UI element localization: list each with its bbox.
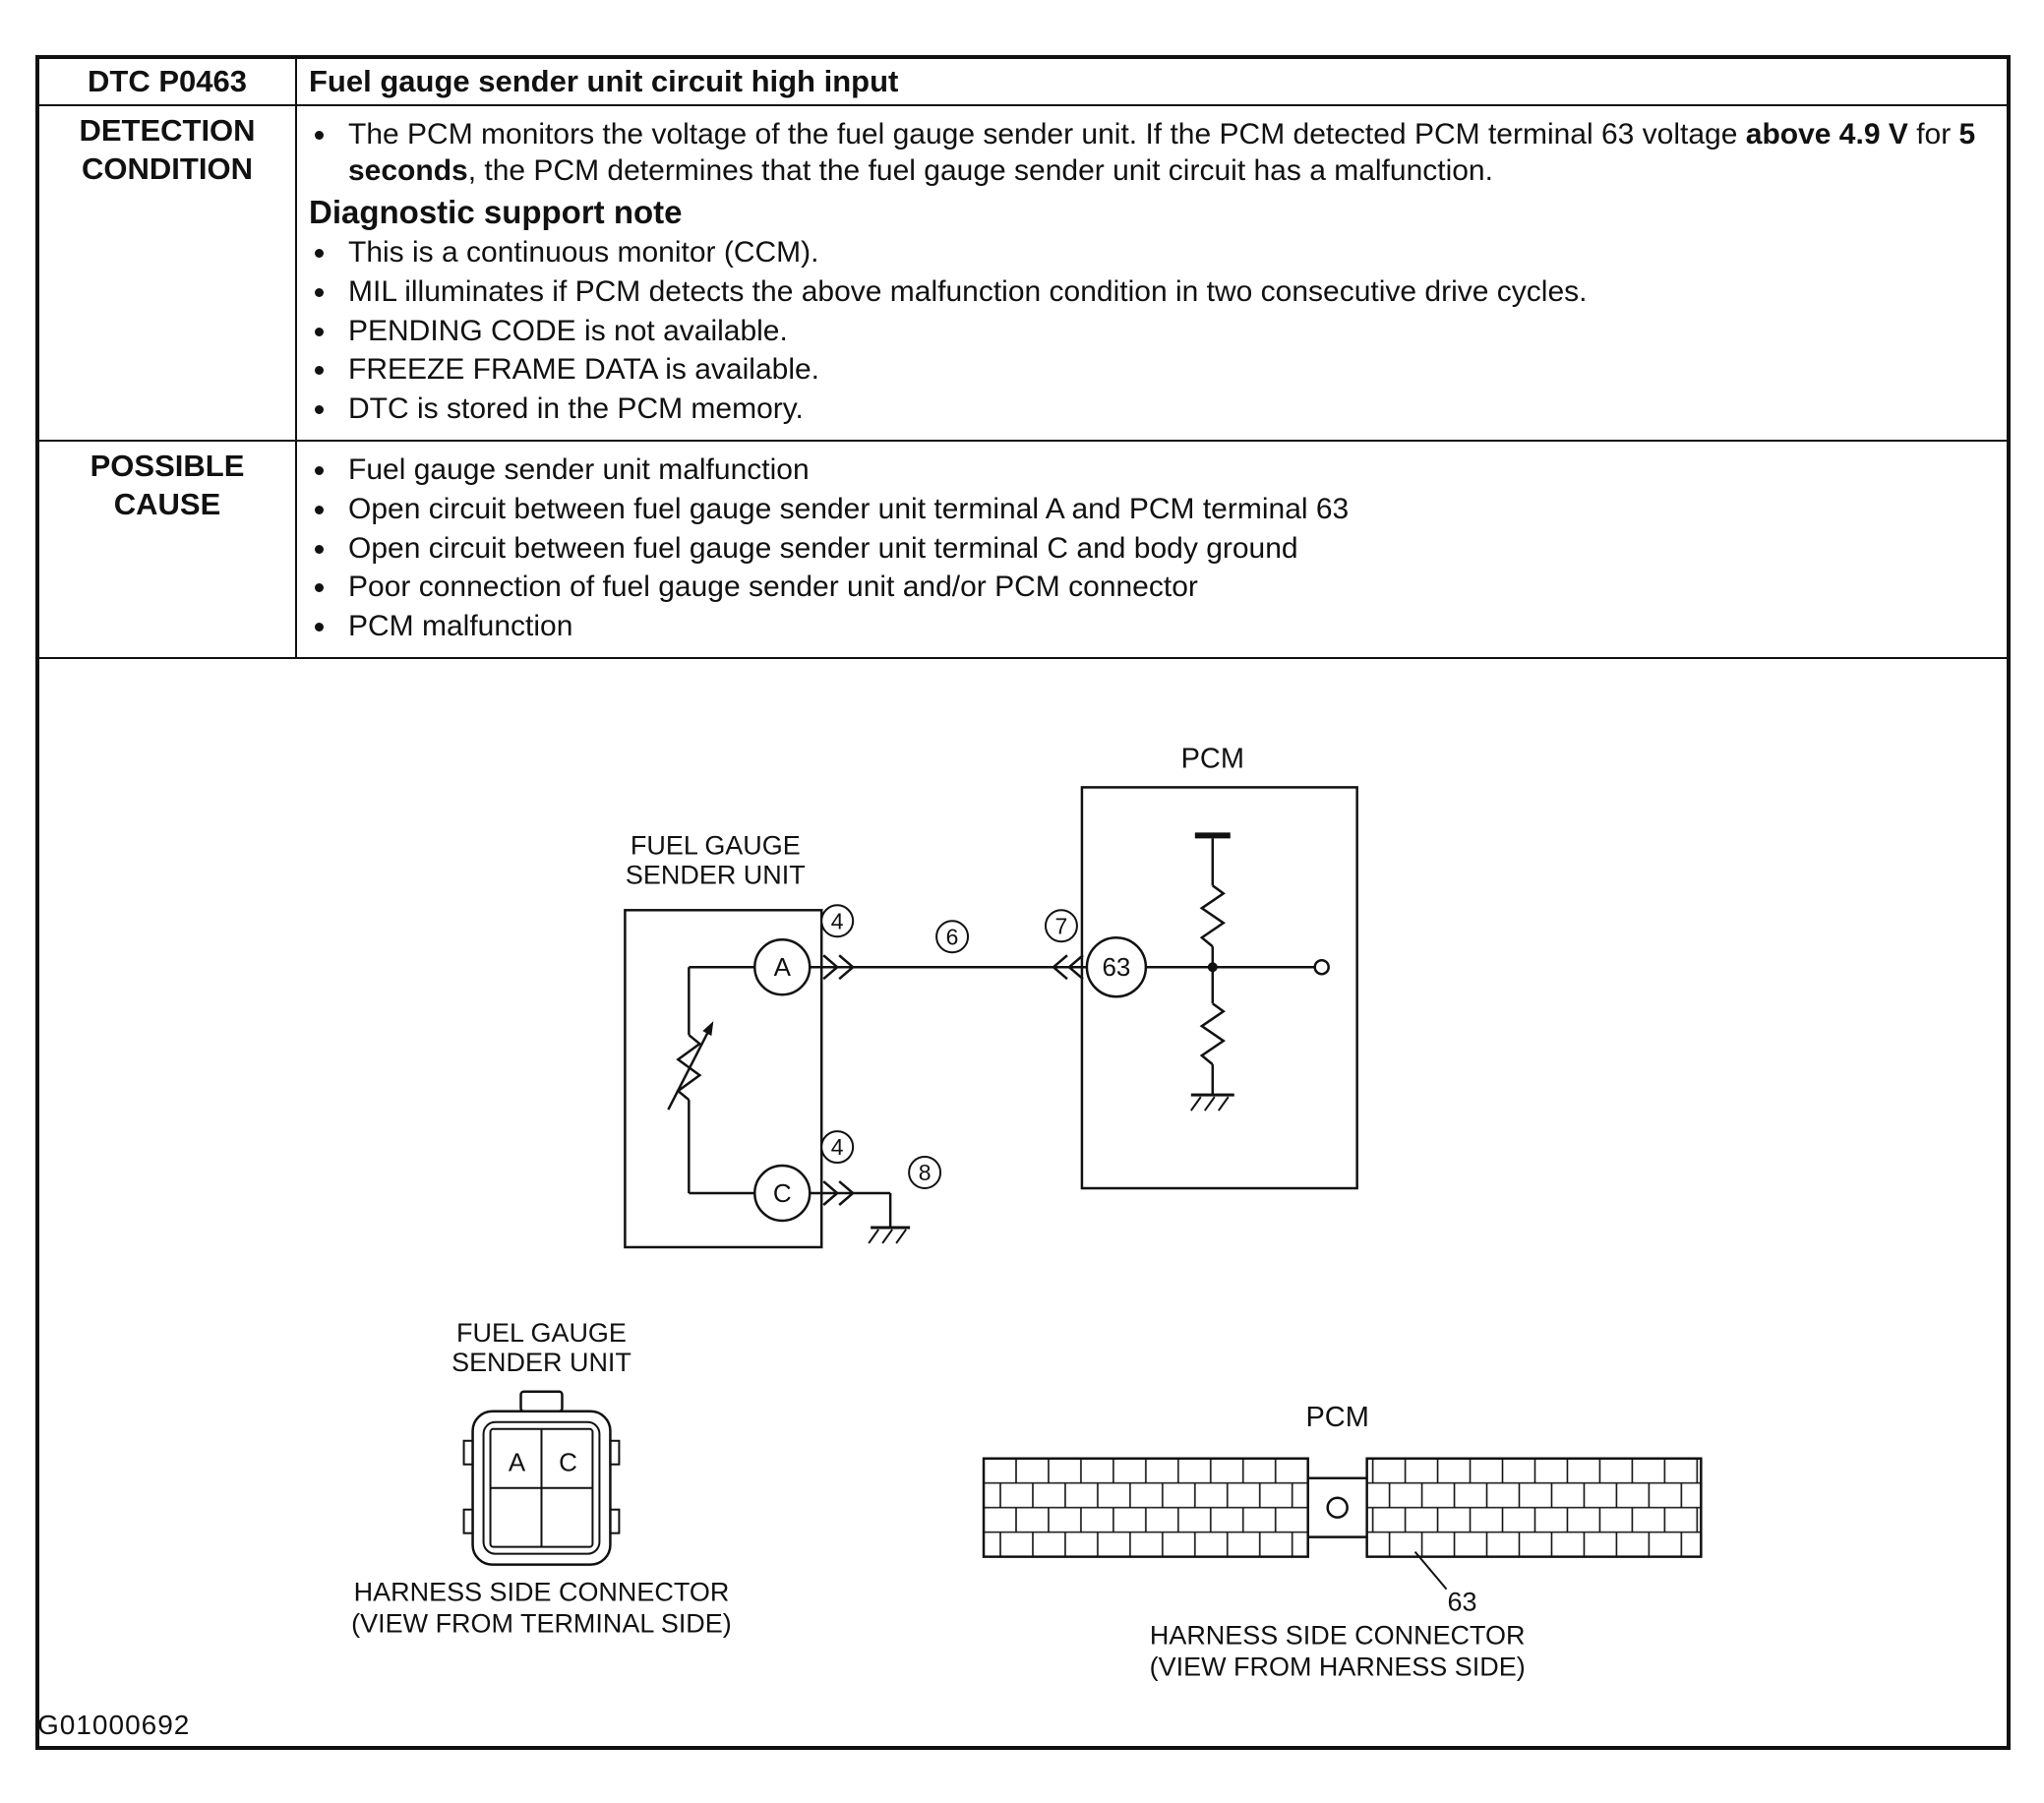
pcm-view-caption-line2: (VIEW FROM HARNESS SIDE) (1149, 1652, 1526, 1682)
text-segment: , the PCM determines that the fuel gauge sender unit circuit has a malfunction. (467, 153, 1493, 187)
list-item: • Poor connection of fuel gauge sender unit and/or PCM connector (338, 570, 1993, 606)
ground-icon (1191, 1095, 1234, 1111)
ref-number: 4 (830, 1134, 844, 1161)
connector-view-caption-line1: HARNESS SIDE CONNECTOR (353, 1577, 730, 1607)
connector-ref-7 (1046, 911, 1077, 942)
pin-63-label: 63 (1447, 1587, 1477, 1617)
terminal-a-label: A (773, 952, 791, 983)
possible-cause-label-line1: POSSIBLE (90, 449, 245, 484)
pcm-box-label: PCM (1180, 743, 1244, 775)
ref-number: 6 (945, 924, 959, 950)
sender-unit-label-line2: SENDER UNIT (625, 860, 806, 890)
possible-cause-row-label (37, 441, 296, 658)
text-segment: The PCM monitors the voltage of the fuel gauge sender unit. If the PCM detected PCM terminal 63 voltage (348, 118, 1746, 150)
wiring-diagram (39, 659, 2007, 1746)
list-item: • Open circuit between fuel gauge sender unit terminal C and body ground (338, 531, 1993, 568)
ref-number: 8 (918, 1160, 932, 1186)
detection-bullet-list (309, 235, 1993, 427)
detection-row-label (37, 105, 296, 441)
arrowhead-icon (702, 1022, 713, 1037)
sender-connector-drawing (464, 1392, 620, 1565)
text-segment-bold: above 4.9 V (1745, 118, 1908, 150)
connector-view-title-line2: SENDER UNIT (451, 1348, 631, 1378)
dtc-code: DTC P0463 (37, 57, 296, 105)
list-item: • This is a continuous monitor (CCM). (338, 235, 1993, 271)
diagnostic-support-note-heading: Diagnostic support note (309, 194, 683, 231)
pcm-connector-strip (984, 1459, 1701, 1557)
list-item (338, 117, 1993, 189)
figure-id: G01000692 (37, 1710, 191, 1740)
resistor-icon (1202, 1004, 1224, 1065)
list-item: • FREEZE FRAME DATA is available. (338, 352, 1993, 389)
ref-number: 7 (1054, 913, 1068, 939)
possible-cause-content (296, 441, 2009, 658)
detection-label-line2: CONDITION (82, 150, 253, 186)
list-item: • PCM malfunction (338, 609, 1993, 645)
connector-view-caption-line2: (VIEW FROM TERMINAL SIDE) (351, 1608, 732, 1639)
connector-ref-6 (936, 922, 968, 953)
possible-cause-label-line2: CAUSE (113, 487, 221, 522)
open-terminal-icon (1315, 961, 1329, 975)
possible-cause-bullet-list (309, 452, 1993, 644)
list-item: • Fuel gauge sender unit malfunction (338, 452, 1993, 489)
text-segment-bold: 5 seconds (348, 118, 1976, 187)
dtc-title: Fuel gauge sender unit circuit high input (296, 57, 2009, 105)
list-item: • PENDING CODE is not available. (338, 314, 1993, 350)
connector-cell-c: C (559, 1448, 577, 1478)
text-segment: for (1907, 118, 1959, 150)
sender-unit-label-line1: FUEL GAUGE (630, 830, 801, 861)
terminal-63-label: 63 (1102, 952, 1131, 983)
list-item: • DTC is stored in the PCM memory. (338, 391, 1993, 428)
detection-label-line1: DETECTION (79, 113, 256, 148)
wiring-diagram-cell (37, 658, 2009, 1748)
list-item: • MIL illuminates if PCM detects the above malfunction condition in two consecutive drive cycles. (338, 274, 1993, 311)
possible-cause-row (37, 441, 2009, 658)
connector-view-title-line1: FUEL GAUGE (456, 1318, 627, 1349)
wiring-diagram-row (37, 658, 2009, 1748)
detection-monitor-list (309, 117, 1993, 189)
dtc-header-row (37, 57, 2009, 105)
ground-icon (869, 1228, 910, 1243)
connector-ref-4-a (821, 906, 853, 937)
connector-ref-8 (909, 1157, 940, 1188)
pcm-view-caption-line1: HARNESS SIDE CONNECTOR (1149, 1620, 1526, 1651)
power-supply-icon (1195, 833, 1231, 839)
connector-ref-4-c (821, 1131, 853, 1163)
detection-content (296, 105, 2009, 441)
list-item: • Open circuit between fuel gauge sender unit terminal A and PCM terminal 63 (338, 492, 1993, 528)
pcm-connector-title: PCM (1305, 1402, 1369, 1434)
mounting-hole-icon (1328, 1498, 1348, 1518)
resistor-icon (1202, 886, 1224, 947)
junction-dot (1208, 963, 1218, 973)
detection-condition-row (37, 105, 2009, 441)
ref-number: 4 (830, 908, 844, 934)
terminal-c-label: C (772, 1178, 792, 1209)
dtc-table (35, 55, 2011, 1750)
connector-cell-a: A (508, 1448, 526, 1478)
